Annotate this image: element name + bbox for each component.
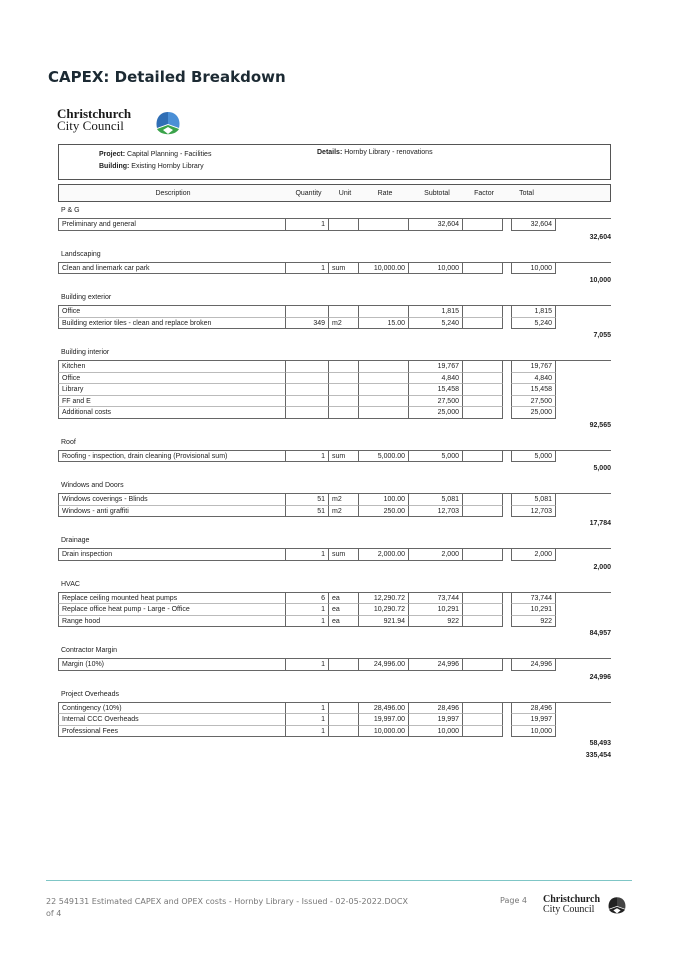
table-row <box>58 616 611 628</box>
cell-desc: Drain inspection <box>58 549 286 561</box>
group-title: P & G <box>61 207 80 214</box>
footer-logo-line2: City Council <box>543 904 595 915</box>
cell-unit: sum <box>329 451 359 463</box>
project-label: Project: <box>99 151 126 158</box>
footer-of-pages: of 4 <box>46 909 62 918</box>
cell-desc: Margin (10%) <box>58 659 286 671</box>
grand-total: 335,454 <box>585 752 611 759</box>
cell-total: 2,000 <box>511 549 556 561</box>
cell-total: 5,240 <box>511 318 556 330</box>
cell-total: 25,000 <box>511 407 556 419</box>
cell-subtotal: 922 <box>409 616 463 628</box>
cell-factor <box>463 593 503 605</box>
cell-unit <box>329 714 359 726</box>
cell-unit: ea <box>329 616 359 628</box>
cell-total: 73,744 <box>511 593 556 605</box>
group-total: 7,055 <box>593 332 611 339</box>
cell-rate <box>359 407 409 419</box>
cell-rate: 15.00 <box>359 318 409 330</box>
cell-unit: m2 <box>329 318 359 330</box>
cell-qty: 349 <box>286 318 329 330</box>
table-row <box>58 714 611 726</box>
cost-groups <box>58 204 611 750</box>
group-total: 92,565 <box>589 421 611 429</box>
cell-total: 24,996 <box>511 659 556 671</box>
group-total: 17,784 <box>589 520 611 527</box>
cell-factor <box>463 604 503 616</box>
group-total: 58,493 <box>589 740 611 747</box>
col-unit: Unit <box>338 189 352 197</box>
group-total: 2,000 <box>593 563 611 571</box>
column-header-row <box>58 184 611 202</box>
table-row <box>58 384 611 396</box>
cell-desc: Windows - anti graffiti <box>58 506 286 518</box>
table-row <box>58 306 611 318</box>
cell-subtotal: 73,744 <box>409 593 463 605</box>
group-title: Landscaping <box>61 250 101 258</box>
cell-total: 19,767 <box>511 361 556 373</box>
table-row <box>58 407 611 419</box>
table-row <box>58 593 611 605</box>
cell-unit <box>329 659 359 671</box>
footer-emblem-icon <box>606 895 628 917</box>
group-total: 24,996 <box>589 673 611 681</box>
cell-desc: Contingency (10%) <box>58 703 286 715</box>
logo-line1: Christchurch <box>57 106 132 121</box>
cell-factor <box>463 407 503 419</box>
cell-unit <box>329 306 359 318</box>
cell-unit: sum <box>329 263 359 275</box>
cell-qty: 1 <box>286 219 329 231</box>
cell-unit <box>329 407 359 419</box>
col-total: Total <box>519 189 534 197</box>
col-factor: Factor <box>474 189 494 197</box>
col-subtotal: Subtotal <box>424 189 450 197</box>
cell-rate <box>359 306 409 318</box>
footer-logo-line1: Christchurch <box>543 894 601 905</box>
table-row <box>58 373 611 385</box>
table-row <box>58 726 611 738</box>
cell-rate: 250.00 <box>359 506 409 518</box>
cell-qty <box>286 361 329 373</box>
cell-factor <box>463 494 503 506</box>
building-label: Building: <box>99 163 130 170</box>
cell-desc: Replace ceiling mounted heat pumps <box>58 593 286 605</box>
cell-qty: 51 <box>286 506 329 518</box>
cell-factor <box>463 703 503 715</box>
group-title: Contractor Margin <box>61 647 118 654</box>
cell-desc: FF and E <box>58 396 286 408</box>
cell-factor <box>463 318 503 330</box>
cell-desc: Roofing - inspection, drain cleaning (Provisional sum) <box>58 451 286 463</box>
cell-rate: 921.94 <box>359 616 409 628</box>
cell-desc: Clean and linemark car park <box>58 263 286 275</box>
cell-factor <box>463 373 503 385</box>
group-title: Project Overheads <box>61 690 119 698</box>
cell-total: 5,000 <box>511 451 556 463</box>
group-rows <box>58 305 611 329</box>
group-title: Windows and Doors <box>61 482 124 489</box>
table-row <box>58 604 611 616</box>
details-label: Details: <box>317 149 343 156</box>
group-total: 5,000 <box>593 465 611 472</box>
group-title: Drainage <box>61 537 90 544</box>
cell-factor <box>463 506 503 518</box>
cell-subtotal: 19,997 <box>409 714 463 726</box>
page-heading: CAPEX: Detailed Breakdown <box>48 68 286 86</box>
cell-unit <box>329 219 359 231</box>
cell-rate <box>359 384 409 396</box>
cell-rate: 5,000.00 <box>359 451 409 463</box>
cell-rate: 24,996.00 <box>359 659 409 671</box>
cell-subtotal: 10,000 <box>409 263 463 275</box>
cell-total: 4,840 <box>511 373 556 385</box>
cell-factor <box>463 396 503 408</box>
cell-desc: Building exterior tiles - clean and replace broken <box>58 318 286 330</box>
cell-total: 10,000 <box>511 726 556 738</box>
cell-desc: Professional Fees <box>58 726 286 738</box>
cell-rate: 10,000.00 <box>359 263 409 275</box>
footer-doc-name: 22 549131 Estimated CAPEX and OPEX costs - Hornby Library - Issued - 02-05-2022.DOCX <box>46 897 408 906</box>
table-row <box>58 506 611 518</box>
group-rows <box>58 702 611 738</box>
group-rows <box>58 450 611 463</box>
cell-desc: Windows coverings - Blinds <box>58 494 286 506</box>
cell-total: 27,500 <box>511 396 556 408</box>
cell-subtotal: 4,840 <box>409 373 463 385</box>
cell-desc: Preliminary and general <box>58 219 286 231</box>
cell-subtotal: 5,081 <box>409 494 463 506</box>
col-rate: Rate <box>377 189 393 197</box>
cell-factor <box>463 616 503 628</box>
cell-total: 5,081 <box>511 494 556 506</box>
cell-rate <box>359 373 409 385</box>
capex-sheet <box>58 144 611 761</box>
cell-rate: 12,290.72 <box>359 593 409 605</box>
cell-subtotal: 15,458 <box>409 384 463 396</box>
cell-qty: 1 <box>286 714 329 726</box>
cell-desc: Kitchen <box>58 361 286 373</box>
cell-factor <box>463 451 503 463</box>
project-details-box <box>58 144 611 180</box>
group-total: 84,957 <box>589 630 611 637</box>
footer-logo <box>543 895 638 921</box>
cell-qty: 1 <box>286 451 329 463</box>
cell-factor <box>463 659 503 671</box>
cell-total: 28,496 <box>511 703 556 715</box>
cell-subtotal: 28,496 <box>409 703 463 715</box>
table-row <box>58 703 611 715</box>
cell-rate: 2,000.00 <box>359 549 409 561</box>
christchurch-logo <box>57 108 197 148</box>
cell-total: 922 <box>511 616 556 628</box>
cell-factor <box>463 306 503 318</box>
cell-subtotal: 32,604 <box>409 219 463 231</box>
table-row <box>58 396 611 408</box>
col-description: Description <box>155 189 191 197</box>
cell-qty: 1 <box>286 703 329 715</box>
cell-qty: 1 <box>286 263 329 275</box>
cell-unit: ea <box>329 604 359 616</box>
cell-unit <box>329 384 359 396</box>
cell-unit: m2 <box>329 506 359 518</box>
cell-qty: 6 <box>286 593 329 605</box>
group-rows <box>58 548 611 561</box>
cell-total: 10,291 <box>511 604 556 616</box>
group-title: HVAC <box>61 580 80 588</box>
details-value: Hornby Library - renovations <box>344 149 433 156</box>
table-row <box>58 219 611 231</box>
cell-subtotal: 25,000 <box>409 407 463 419</box>
group-total: 32,604 <box>589 233 611 241</box>
cell-desc: Replace office heat pump - Large - Office <box>58 604 286 616</box>
cell-total: 32,604 <box>511 219 556 231</box>
cell-unit <box>329 361 359 373</box>
table-row <box>58 549 611 561</box>
footer-rule <box>46 880 632 881</box>
cell-subtotal: 27,500 <box>409 396 463 408</box>
cell-subtotal: 5,000 <box>409 451 463 463</box>
cell-qty <box>286 384 329 396</box>
cell-qty: 1 <box>286 616 329 628</box>
cell-total: 19,997 <box>511 714 556 726</box>
table-row <box>58 318 611 330</box>
cell-rate: 10,290.72 <box>359 604 409 616</box>
cell-total: 15,458 <box>511 384 556 396</box>
cell-qty <box>286 396 329 408</box>
group-title: Building interior <box>61 349 110 356</box>
col-quantity: Quantity <box>295 189 322 197</box>
logo-line2: City Council <box>57 118 124 133</box>
table-row <box>58 659 611 671</box>
cell-factor <box>463 361 503 373</box>
cell-rate: 100.00 <box>359 494 409 506</box>
building-value: Existing Hornby Library <box>131 163 204 170</box>
council-emblem-icon <box>153 110 183 138</box>
cell-unit <box>329 396 359 408</box>
cell-qty <box>286 407 329 419</box>
cell-total: 1,815 <box>511 306 556 318</box>
cell-factor <box>463 714 503 726</box>
footer-document-line <box>46 896 426 920</box>
cell-factor <box>463 384 503 396</box>
cell-qty <box>286 306 329 318</box>
cell-unit: sum <box>329 549 359 561</box>
table-row <box>58 263 611 275</box>
table-row <box>58 361 611 373</box>
cell-desc: Internal CCC Overheads <box>58 714 286 726</box>
cell-unit: ea <box>329 593 359 605</box>
cell-subtotal: 19,767 <box>409 361 463 373</box>
cell-rate <box>359 219 409 231</box>
cell-qty: 1 <box>286 659 329 671</box>
cell-total: 12,703 <box>511 506 556 518</box>
cell-desc: Range hood <box>58 616 286 628</box>
cell-unit <box>329 726 359 738</box>
cell-factor <box>463 219 503 231</box>
cell-rate: 19,997.00 <box>359 714 409 726</box>
cell-rate <box>359 361 409 373</box>
group-title: Building exterior <box>61 294 112 301</box>
group-title: Roof <box>61 438 76 446</box>
cell-factor <box>463 263 503 275</box>
cell-qty: 1 <box>286 604 329 616</box>
group-rows <box>58 218 611 231</box>
group-rows <box>58 262 611 275</box>
cell-factor <box>463 549 503 561</box>
cell-subtotal: 10,291 <box>409 604 463 616</box>
table-row <box>58 451 611 463</box>
cell-desc: Library <box>58 384 286 396</box>
group-rows <box>58 493 611 517</box>
cell-subtotal: 1,815 <box>409 306 463 318</box>
cell-qty: 1 <box>286 726 329 738</box>
cell-subtotal: 5,240 <box>409 318 463 330</box>
cell-subtotal: 2,000 <box>409 549 463 561</box>
cell-rate: 28,496.00 <box>359 703 409 715</box>
cell-qty <box>286 373 329 385</box>
cell-subtotal: 24,996 <box>409 659 463 671</box>
cell-qty: 51 <box>286 494 329 506</box>
cell-factor <box>463 726 503 738</box>
cell-subtotal: 12,703 <box>409 506 463 518</box>
cell-unit <box>329 373 359 385</box>
cell-rate <box>359 396 409 408</box>
cell-qty: 1 <box>286 549 329 561</box>
group-total: 10,000 <box>589 277 611 284</box>
project-value: Capital Planning - Facilities <box>127 151 212 158</box>
cell-desc: Office <box>58 306 286 318</box>
cell-desc: Office <box>58 373 286 385</box>
table-row <box>58 494 611 506</box>
cell-unit <box>329 703 359 715</box>
cell-rate: 10,000.00 <box>359 726 409 738</box>
cell-subtotal: 10,000 <box>409 726 463 738</box>
footer-page-number: Page 4 <box>500 896 527 905</box>
group-rows <box>58 360 611 419</box>
group-rows <box>58 592 611 628</box>
cell-unit: m2 <box>329 494 359 506</box>
group-rows <box>58 658 611 671</box>
cell-total: 10,000 <box>511 263 556 275</box>
cell-desc: Additional costs <box>58 407 286 419</box>
